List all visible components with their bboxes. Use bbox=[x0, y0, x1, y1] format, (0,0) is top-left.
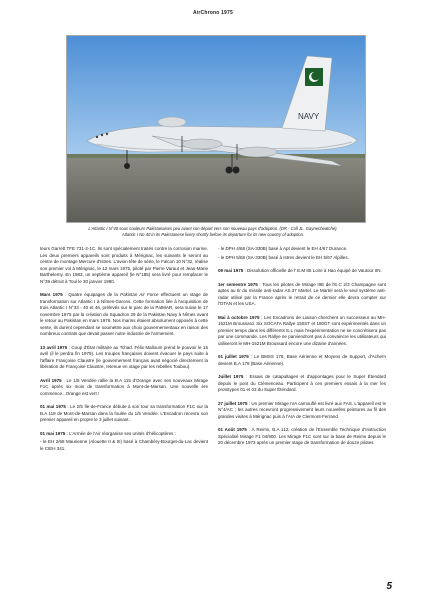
paragraph: Mai à octobre 1975 : Les Escadrons de Liaison cherchent un successeur au MH-1521M Broussard. Six SOCATA Rallye 150ST et 180GT sont expérimentés dans un premier temps dans les différents E.L mais l'expérimentation ne se concrétisera pas par une commande. Les Rallye ne parviendront pas à convaincre les utilisateurs qui utiliseront le MH-1521M Broussard encore une dizaine d'années. bbox=[218, 314, 386, 346]
paragraph: Avril 1975 : Le 1/5 Vendée rallie la B.A 115 d'Orange avec ses nouveaux Mirage F1C après six mois de transformation à Mont-de-Marsan. Une nouvelle ère commence...Orange est vert ! bbox=[40, 377, 208, 396]
paragraph: 1er semestre 1975 : Tous les pilotes de Mirage IIIE de l'E.C 2/3 Champagne sont aptes au tir du missile anti-radar AS.37 Martel. Le Martel sera le seul système anti-radar utilisé par la France après le retrait de ce dernier elle devra compter sur l'OTAN et les USA. bbox=[218, 281, 386, 306]
paragraph: 01 Août 1975 : À Reims, B.A 112, création de l'Ensemble Technique d'Instruction Spécialisé Mirage F1 04/900. Les Mirage F1C sont sur la base de Reims depuis le 20 décembre 1973 après un premier stage de transformation de douze pilotes. bbox=[218, 427, 386, 445]
atlantic-aircraft-photo bbox=[66, 35, 366, 223]
paragraph: teurs Garrett TFE 731-2-1C. Ils sont spécialement traités contre la corrosion marine. Les deux premiers appareils sont produits à Mérignac, les suivants le seront au centre de montage Mercure d'Istres. L'avion tête de série, le Falcon 10 N°32, réalise son premier vol à Mérignac, le 12 mars 1975, piloté par Pierre Varaut et Jean-Marie Barthelemy. En 1983, un septième appareil (le N°185) sera livré pour remplacer le N°39 détruit à Toul le 30 janvier 1980. bbox=[40, 246, 208, 284]
list-item: - le DPH 5/68 (SA-330B) basé à Istres devient le EH 5/67 Alpilles. bbox=[218, 254, 349, 260]
paragraph: Mars 1975 : Quatre équipages de la Pakistan Air Force effectuent un stage de transformation sur Atlantic I à Nîmes-Garons. Cette formation liée à l'acquisition de trois Atlantic I N°33 - 40 et 46, prélevés sur le parc de la PatMAR, sera suivie le 17 novembre 1975 par la création du Squadron 29 de la Pakistan Navy à Nîmes avant le retour au Pakistan en mars 1976. Nos marins étaient absolument opposés à cette vente, ils durent cependant se soumettre aux choix gouvernementaux en raison des nombreux contrats que devait passer notre industrie de l'armement. bbox=[40, 292, 208, 336]
paragraph: 01 mai 1975 : Le 2/5 Île-de-France débute à son tour sa transformation F1C sur la B.A 118 de Mont-de-Marsan dans la foulée du 1/5 Vendée. L'Escadron recevra son premier appareil en propre le 3 juillet suivant. bbox=[40, 404, 208, 422]
paragraph: Juillet 1975 : Essais de catapultages et d'appontages pour le Super Étendard depuis le pont du Clémenceau. Participent à ces premiers essais à la mer les prototypes 01 et 03 du Super Étendard. bbox=[218, 374, 387, 392]
tail-marking: NAVY bbox=[298, 112, 320, 121]
caption-english: Atlantic I No 40 in its Pakistanese livery shortly before its departure for its new country of adoption. bbox=[121, 232, 305, 237]
paragraph: 01 juillet 1975 : Le BMSS 178, Base Aérienne et Moyens de Support, d'Achern devient B.A 178 (Base Aérienne). bbox=[218, 354, 386, 366]
list-item: - le DPH 4/68 (SA-330B) basé à Apt devient le EH 4/67 Durance. bbox=[218, 246, 348, 251]
running-header: AirChrono 1975 bbox=[192, 10, 234, 16]
list-item: - le EH 2/68 Maurienne (Alouette II & III) basé à Chambéry-Bourget-du-Lac devient le CIEH 341. bbox=[40, 439, 208, 451]
left-column bbox=[40, 246, 208, 459]
photo-caption bbox=[40, 226, 386, 238]
page-number: 5 bbox=[386, 581, 392, 592]
caption-french: L'Atlantic I N°40 sous couleurs Pakistanaises peu avant son départ vers son nouveau pays d'adoption. (DR - Coll JL. Gaynecheatche). bbox=[88, 226, 338, 231]
right-column bbox=[218, 246, 386, 454]
paragraph: 09 mai 1975 : Dissolution officielle de l' E.M 85 Loire à Hao équipé de Vautour IIN. bbox=[218, 268, 382, 273]
paragraph: 27 juillet 1975 : Un premier Mirage IVA camouflé est livré aux FAS. L'appareil est le N°4/AC ; les autres recevront progressivement leurs nouvelles peintures au fil des grandes visites à Mérignac puis à l'AIA de Clermont-Ferrand. bbox=[218, 400, 386, 419]
paragraph: 13 avril 1975 : Coup d'État militaire au Tchad. Félix Malloum prend le pouvoir le 15 avril (il le perdra fin 1979). Les troupes françaises doivent évacuer le pays suite à l'affaire Françoise Claustre (le gouvernement français avait négocié directement la libération de Françoise Claustre, retenue en otage par les rebelles Toubou). bbox=[40, 344, 208, 369]
paragraph: 01 mai 1975 : L'Armée de l'Air réorganise ses unités d'hélicoptères : bbox=[40, 430, 176, 436]
